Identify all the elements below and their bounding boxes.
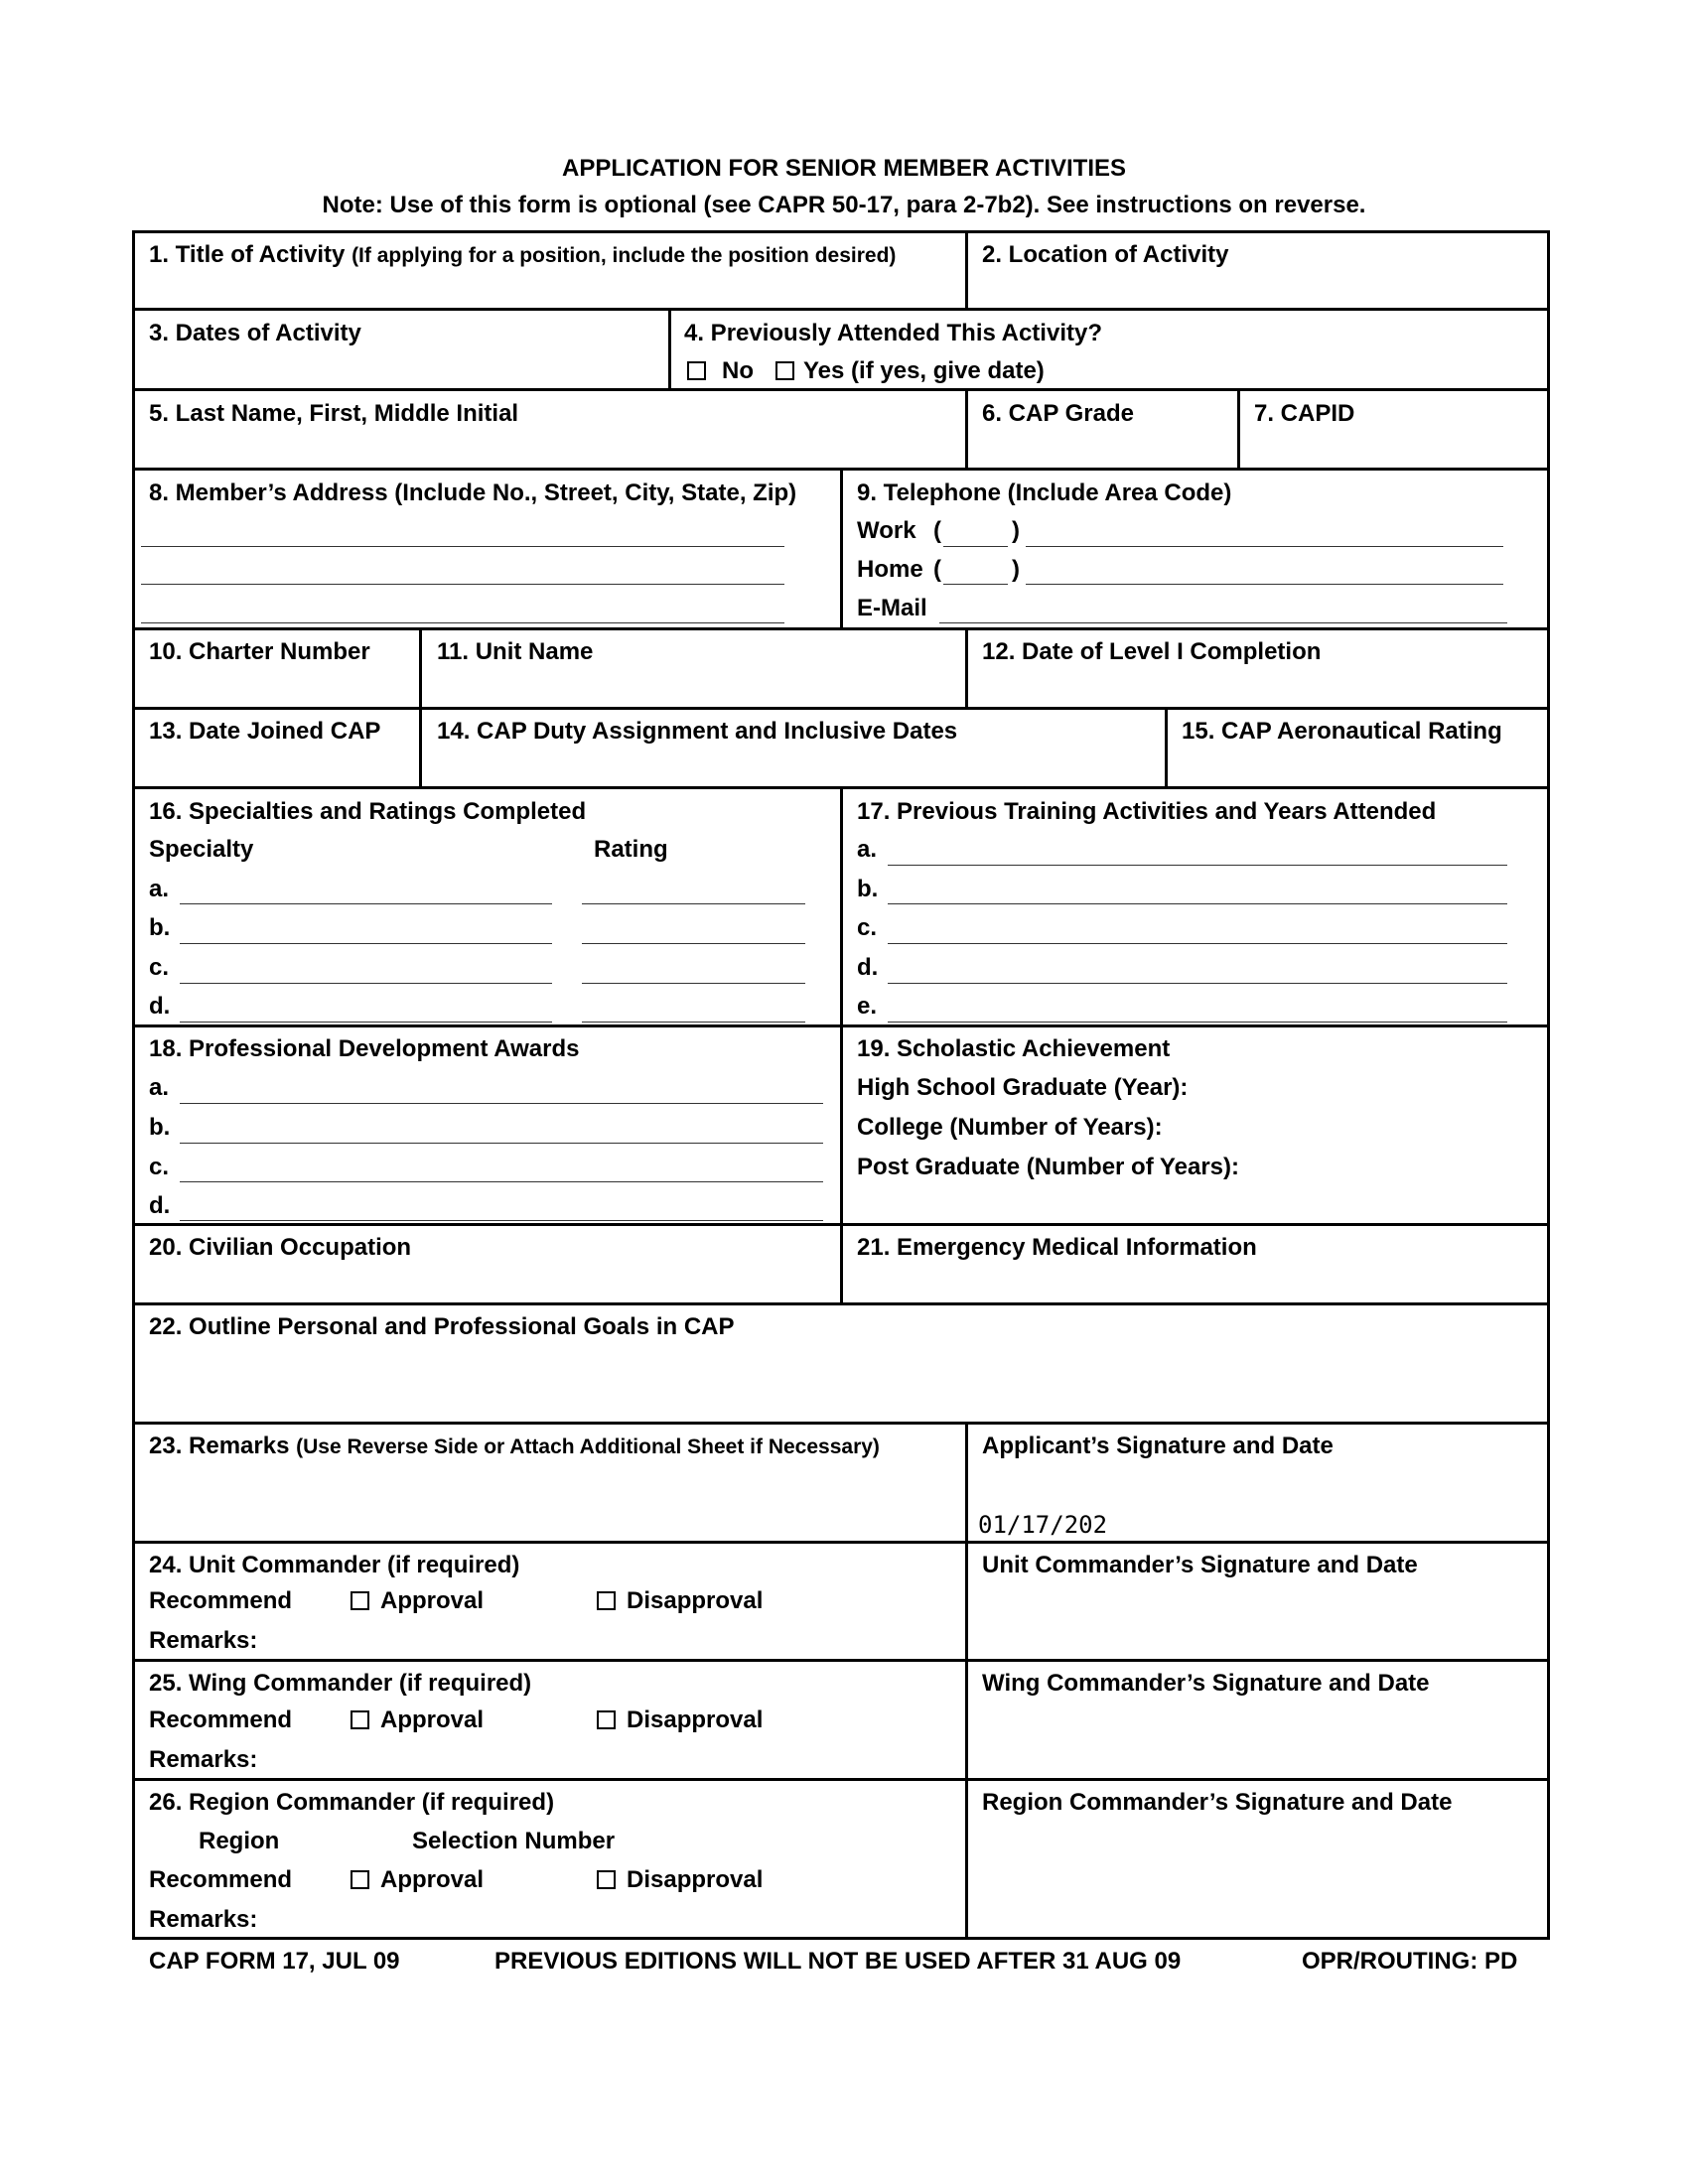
recommend-label: Recommend	[149, 1866, 293, 1893]
region-label: Region	[199, 1828, 280, 1854]
award-line-b[interactable]	[180, 1143, 823, 1144]
remarks-label: Remarks:	[149, 1906, 258, 1933]
form-title: APPLICATION FOR SENIOR MEMBER ACTIVITIES	[561, 155, 1127, 182]
email-line[interactable]	[939, 622, 1507, 623]
specialty-line-c[interactable]	[180, 983, 552, 984]
border	[840, 786, 843, 1302]
field-26-label: 26. Region Commander (if required)	[149, 1789, 555, 1816]
border	[419, 627, 422, 786]
no-label: No	[722, 357, 754, 384]
remarks-label: Remarks:	[149, 1746, 258, 1773]
border	[132, 1778, 1550, 1781]
border	[1165, 707, 1168, 786]
field-5-label: 5. Last Name, First, Middle Initial	[149, 400, 519, 427]
wing-disapproval-checkbox[interactable]	[597, 1710, 616, 1729]
rating-line-a[interactable]	[582, 903, 805, 904]
disapproval-label: Disapproval	[627, 1866, 764, 1893]
field-2-label: 2. Location of Activity	[982, 241, 1229, 268]
training-line-c[interactable]	[888, 943, 1507, 944]
field-20-label: 20. Civilian Occupation	[149, 1234, 412, 1261]
paren-open: (	[933, 517, 941, 544]
specialty-line-d[interactable]	[180, 1022, 552, 1023]
field-8-label: 8. Member’s Address (Include No., Street, City, State, Zip)	[149, 479, 797, 506]
list-letter: a.	[857, 836, 878, 863]
specialty-header: Specialty	[149, 836, 254, 863]
border	[132, 1541, 1550, 1544]
list-letter: a.	[149, 1074, 170, 1101]
home-label: Home	[857, 556, 923, 583]
border	[1547, 230, 1550, 1940]
opr-routing: OPR/ROUTING: PD	[1302, 1948, 1518, 1975]
selection-number-label: Selection Number	[412, 1828, 616, 1854]
field-14-label: 14. CAP Duty Assignment and Inclusive Dates	[437, 718, 958, 745]
form-number: CAP FORM 17, JUL 09	[149, 1948, 400, 1975]
wing-commander-signature-label: Wing Commander’s Signature and Date	[982, 1670, 1430, 1697]
border	[668, 308, 671, 388]
previously-attended-yes-checkbox[interactable]	[775, 361, 794, 380]
field-16-label: 16. Specialties and Ratings Completed	[149, 798, 587, 825]
list-letter: b.	[857, 876, 879, 902]
paren-close: )	[1012, 517, 1020, 544]
rating-line-d[interactable]	[582, 1022, 805, 1023]
previously-attended-no-checkbox[interactable]	[687, 361, 706, 380]
border	[132, 1937, 1550, 1940]
unit-disapproval-checkbox[interactable]	[597, 1591, 616, 1610]
field-9-label: 9. Telephone (Include Area Code)	[857, 479, 1232, 506]
border	[132, 388, 1550, 391]
border	[965, 230, 968, 308]
unit-commander-signature-label: Unit Commander’s Signature and Date	[982, 1552, 1418, 1578]
post-graduate-label: Post Graduate (Number of Years):	[857, 1154, 1239, 1180]
disapproval-label: Disapproval	[627, 1587, 764, 1614]
training-line-d[interactable]	[888, 983, 1507, 984]
paren-close: )	[1012, 556, 1020, 583]
field-23-label: 23. Remarks (Use Reverse Side or Attach Additional Sheet if Necessary)	[149, 1433, 880, 1459]
applicant-signature-label: Applicant’s Signature and Date	[982, 1433, 1334, 1459]
college-label: College (Number of Years):	[857, 1114, 1163, 1141]
approval-label: Approval	[380, 1587, 485, 1614]
email-label: E-Mail	[857, 595, 927, 621]
award-line-d[interactable]	[180, 1220, 823, 1221]
applicant-date-value[interactable]: 01/17/202	[978, 1511, 1108, 1539]
border	[132, 1659, 1550, 1662]
region-disapproval-checkbox[interactable]	[597, 1870, 616, 1889]
border	[132, 707, 1550, 710]
field-13-label: 13. Date Joined CAP	[149, 718, 381, 745]
field-4-label: 4. Previously Attended This Activity?	[684, 320, 1102, 346]
remarks-label: Remarks:	[149, 1627, 258, 1654]
field-7-label: 7. CAPID	[1254, 400, 1355, 427]
work-label: Work	[857, 517, 916, 544]
border	[132, 1302, 1550, 1305]
work-area-code-line[interactable]	[943, 546, 1008, 547]
approval-label: Approval	[380, 1866, 485, 1893]
field-24-label: 24. Unit Commander (if required)	[149, 1552, 520, 1578]
border	[965, 388, 968, 468]
list-letter: d.	[857, 954, 879, 981]
field-25-label: 25. Wing Commander (if required)	[149, 1670, 532, 1697]
high-school-label: High School Graduate (Year):	[857, 1074, 1189, 1101]
work-phone-line[interactable]	[1026, 546, 1503, 547]
home-area-code-line[interactable]	[943, 584, 1008, 585]
region-commander-signature-label: Region Commander’s Signature and Date	[982, 1789, 1453, 1816]
field-11-label: 11. Unit Name	[437, 638, 594, 665]
field-18-label: 18. Professional Development Awards	[149, 1035, 580, 1062]
award-line-a[interactable]	[180, 1103, 823, 1104]
field-17-label: 17. Previous Training Activities and Years Attended	[857, 798, 1437, 825]
unit-approval-checkbox[interactable]	[351, 1591, 369, 1610]
editions-notice: PREVIOUS EDITIONS WILL NOT BE USED AFTER 31 AUG 09	[494, 1948, 1182, 1975]
list-letter: c.	[149, 954, 170, 981]
border	[132, 1422, 1550, 1425]
rating-line-b[interactable]	[582, 943, 805, 944]
form-note: Note: Use of this form is optional (see CAPR 50-17, para 2-7b2). See instructions on reverse.	[322, 192, 1366, 218]
disapproval-label: Disapproval	[627, 1706, 764, 1733]
wing-approval-checkbox[interactable]	[351, 1710, 369, 1729]
recommend-label: Recommend	[149, 1706, 293, 1733]
address-line-2[interactable]	[141, 584, 784, 585]
specialty-line-a[interactable]	[180, 903, 552, 904]
field-1-label: 1. Title of Activity (If applying for a position, include the position desired)	[149, 241, 897, 268]
training-line-e[interactable]	[888, 1022, 1507, 1023]
border	[132, 230, 135, 1940]
address-line-1[interactable]	[141, 546, 784, 547]
paren-open: (	[933, 556, 941, 583]
field-19-label: 19. Scholastic Achievement	[857, 1035, 1171, 1062]
region-approval-checkbox[interactable]	[351, 1870, 369, 1889]
field-3-label: 3. Dates of Activity	[149, 320, 361, 346]
border	[840, 468, 843, 627]
yes-label: Yes (if yes, give date)	[803, 357, 1045, 384]
list-letter: b.	[149, 914, 171, 941]
field-12-label: 12. Date of Level I Completion	[982, 638, 1322, 665]
field-6-label: 6. CAP Grade	[982, 400, 1134, 427]
award-line-c[interactable]	[180, 1181, 823, 1182]
specialty-line-b[interactable]	[180, 943, 552, 944]
border	[965, 1422, 968, 1938]
address-line-3[interactable]	[141, 622, 784, 623]
list-letter: d.	[149, 993, 171, 1020]
training-line-b[interactable]	[888, 903, 1507, 904]
list-letter: a.	[149, 876, 170, 902]
field-22-label: 22. Outline Personal and Professional Goals in CAP	[149, 1313, 735, 1340]
training-line-a[interactable]	[888, 865, 1507, 866]
field-10-label: 10. Charter Number	[149, 638, 370, 665]
rating-header: Rating	[594, 836, 668, 863]
border	[1237, 388, 1240, 468]
list-letter: d.	[149, 1192, 171, 1219]
border	[132, 308, 1550, 311]
list-letter: c.	[857, 914, 878, 941]
home-phone-line[interactable]	[1026, 584, 1503, 585]
border	[132, 230, 1550, 233]
field-15-label: 15. CAP Aeronautical Rating	[1182, 718, 1502, 745]
list-letter: c.	[149, 1154, 170, 1180]
border	[132, 627, 1550, 630]
rating-line-c[interactable]	[582, 983, 805, 984]
approval-label: Approval	[380, 1706, 485, 1733]
border	[965, 627, 968, 707]
list-letter: e.	[857, 993, 878, 1020]
list-letter: b.	[149, 1114, 171, 1141]
field-21-label: 21. Emergency Medical Information	[857, 1234, 1257, 1261]
recommend-label: Recommend	[149, 1587, 293, 1614]
